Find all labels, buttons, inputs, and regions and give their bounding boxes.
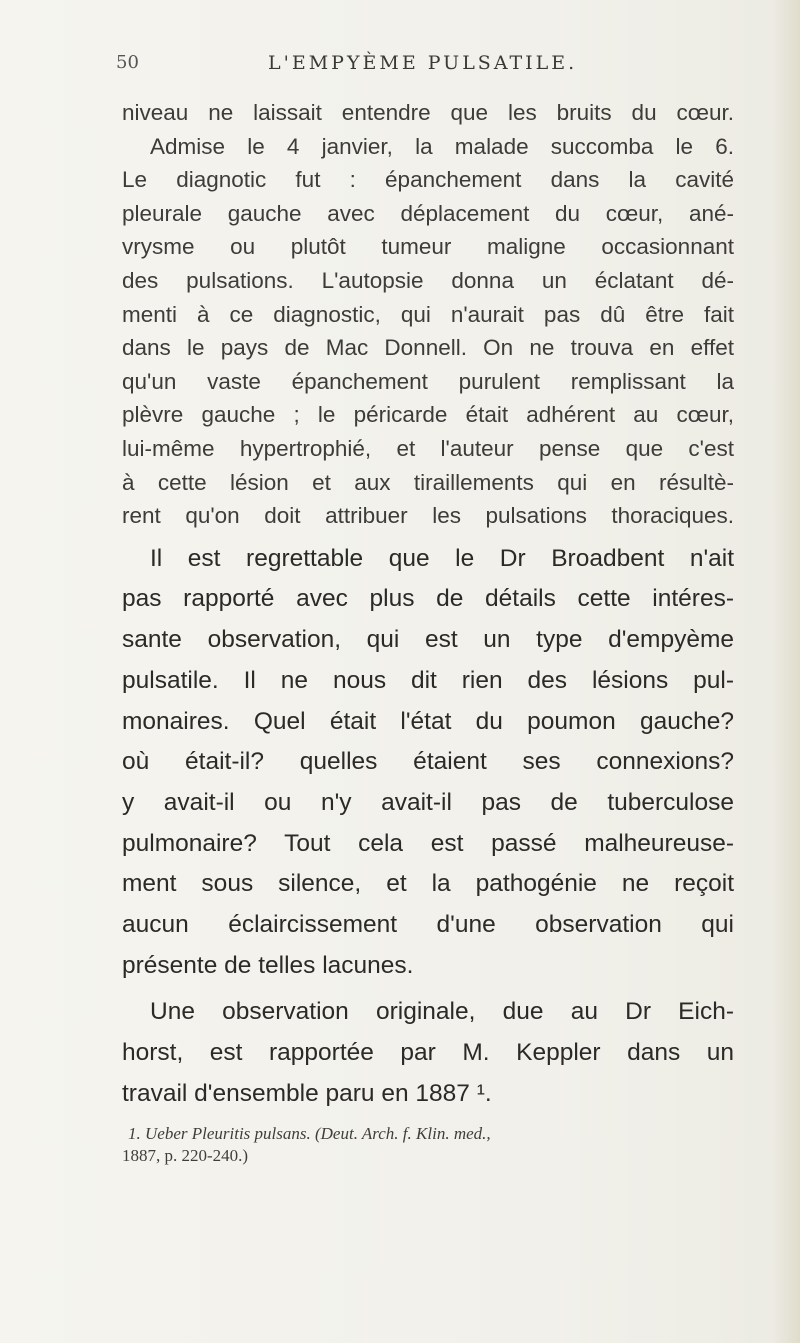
text-line: Il est regrettable que le Dr Broadbent n'ait [150, 544, 734, 572]
text-line: pleurale gauche avec déplacement du cœur, ané- [122, 200, 734, 226]
text-line: travail d'ensemble paru en 1887 ¹. [122, 1079, 492, 1107]
text-line: pulmonaire? Tout cela est passé malheureuse- [122, 829, 734, 857]
text-line: sante observation, qui est un type d'empyème [122, 626, 734, 654]
text-line: qu'un vaste épanchement purulent remplissant la [122, 368, 734, 394]
page-header [116, 52, 716, 82]
footnote-line: 1. Ueber Pleuritis pulsans. (Deut. Arch. f. Klin. med., [128, 1123, 491, 1143]
text-line: menti à ce diagnostic, qui n'aurait pas dû être fait [122, 301, 734, 327]
paragraph-2 [122, 539, 734, 987]
text-line: horst, est rapportée par M. Keppler dans un [122, 1039, 734, 1067]
text-line: aucun éclaircissement d'une observation qui [122, 911, 734, 939]
paragraph-1 [122, 96, 734, 533]
footnote [122, 1123, 734, 1167]
text-line: ment sous silence, et la pathogénie ne reçoit [122, 870, 734, 898]
text-line: y avait-il ou n'y avait-il pas de tuberculose [122, 788, 734, 816]
text-line: Admise le 4 janvier, la malade succomba le 6. [150, 133, 734, 159]
text-line: plèvre gauche ; le péricarde était adhérent au cœur, [122, 402, 734, 428]
text-line: où était-il? quelles étaient ses connexions? [122, 748, 734, 776]
text-line: monaires. Quel était l'état du poumon gauche? [122, 707, 734, 735]
text-line: pas rapporté avec plus de détails cette intéres- [122, 585, 734, 613]
text-line: pulsatile. Il ne nous dit rien des lésions pul- [122, 666, 734, 694]
text-line: des pulsations. L'autopsie donna un éclatant dé- [122, 267, 734, 293]
text-line: présente de telles lacunes. [122, 951, 414, 979]
text-line: niveau ne laissait entendre que les bruits du cœur. [122, 100, 734, 125]
text-line: vrysme ou plutôt tumeur maligne occasionnant [122, 234, 734, 260]
text-line: dans le pays de Mac Donnell. On ne trouva en effet [122, 335, 734, 361]
text-line: Le diagnotic fut : épanchement dans la cavité [122, 167, 734, 193]
text-line: Une observation originale, due au Dr Eich- [150, 998, 734, 1026]
text-line: lui-même hypertrophié, et l'auteur pense que c'est [122, 435, 734, 461]
paragraph-3 [122, 992, 734, 1114]
text-line: à cette lésion et aux tiraillements qui en résultè- [122, 469, 734, 495]
body-text [122, 96, 734, 1167]
text-line: rent qu'on doit attribuer les pulsations thoraciques. [122, 503, 734, 529]
page-edge-shadow [772, 0, 800, 1343]
footnote-line: 1887, p. 220-240.) [122, 1145, 249, 1165]
running-title: L'EMPYÈME PULSATILE. [268, 52, 578, 74]
page-number: 50 [116, 52, 139, 73]
